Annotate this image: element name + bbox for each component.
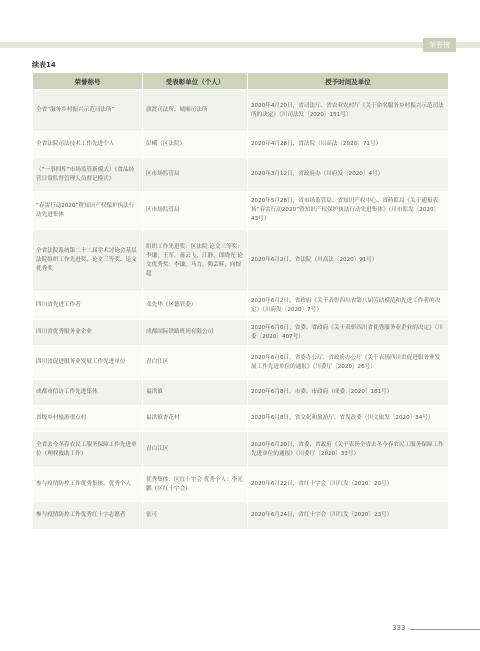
honor-cell: 四川省先进工作者 xyxy=(33,292,143,320)
section-tag: 荣誉榜 xyxy=(423,38,456,52)
grant-cell: 2020年6月8日，省文化和旅游厅、省发改委（川文旅发〔2020〕34号） xyxy=(248,406,449,432)
table-row xyxy=(33,320,449,346)
honor-cell: 全省法院司法技术工作先进个人 xyxy=(33,132,143,158)
table-row xyxy=(33,90,449,132)
column-header-unit: 受表彰单位（个人） xyxy=(143,73,248,90)
table-row xyxy=(33,432,449,468)
grant-cell: 2020年6月6日，省委、省政府《关于表彰四川省优秀服务业企业的决定》（川委〔2020〕407号） xyxy=(248,320,449,346)
page-number: 333 xyxy=(392,624,406,632)
table-row xyxy=(33,192,449,230)
unit-cell: 彭峨（区法院） xyxy=(143,132,248,158)
unit-cell: 青白江区 xyxy=(143,432,248,468)
header-band xyxy=(0,42,480,48)
grant-cell: 2020年6月8日，市委、市政府（成委〔2020〕181号） xyxy=(248,380,449,406)
table-title: 续表14 xyxy=(32,61,56,69)
grant-cell: 2020年6月22日，省红十字会（川红发〔2020〕20号） xyxy=(248,468,449,502)
unit-cell: 张可 xyxy=(143,502,248,530)
honor-cell: 全省“服务乡村振兴示范司法所” xyxy=(33,90,143,132)
unit-cell: 旗渡司法所、城厢司法所 xyxy=(143,90,248,132)
grant-cell: 2020年6月6日，省委办公厅、省政府办公厅《关于表扬四川省促进服务业发展工作先进单位的通报》（川委厅〔2020〕26号） xyxy=(248,346,449,380)
honor-cell: 全省法院系统第二十二届学术讨论会基层法院组织工作先进奖、论文三等奖、论文优秀奖 xyxy=(33,230,143,292)
unit-cell: 区市场监管局 xyxy=(143,192,248,230)
table-row xyxy=(33,132,449,158)
honor-cell: 四川省促进服务业发展工作先进单位 xyxy=(33,346,143,380)
table-header-row xyxy=(33,73,449,90)
column-header-honor: 荣誉称号 xyxy=(33,73,143,90)
page-number-rule xyxy=(410,629,480,630)
grant-cell: 2020年6月2日，省法院（川高法〔2020〕91号） xyxy=(248,230,449,292)
honor-cell: 省级乡村旅游重点村 xyxy=(33,406,143,432)
grant-cell: 2020年6月24日，省红十字会（川红发〔2020〕23号） xyxy=(248,502,449,530)
honor-cell: 参与疫情防控工作优秀集体、优秀个人 xyxy=(33,468,143,502)
honor-table xyxy=(32,72,449,530)
grant-cell: 2020年6月20日，省委、省政府《关于表扬全省去冬今春农民工服务保障工作先进单位的通报》（川委厅〔2020〕33号） xyxy=(248,432,449,468)
table-row xyxy=(33,158,449,192)
grant-cell: 2020年4月20日，省司法厅、省农业农村厅《关于命名服务乡村振兴示范司法所的决定》（川司法发〔2020〕151号） xyxy=(248,90,449,132)
unit-cell: 优秀集体：区红十字会 优秀个人：李光鹏（区红十字会） xyxy=(143,468,248,502)
grant-cell: 2020年4月28日，省法院（川高法〔2020〕71号） xyxy=(248,132,449,158)
table-row xyxy=(33,346,449,380)
unit-cell: 青白江区 xyxy=(143,346,248,380)
honor-cell: 四川省优秀服务业企业 xyxy=(33,320,143,346)
honor-cell: （“一事四库”市场监管新模式）《食品经营日常监督管理人员督记模式》 xyxy=(33,158,143,192)
honor-cell: 全省去今冬春农民工服务保障工作先进单位（理权救助工作） xyxy=(33,432,143,468)
unit-cell: 成都国际铁路班列有限公司 xyxy=(143,320,248,346)
unit-cell: 邓先华（区德管委） xyxy=(143,292,248,320)
grant-cell: 2020年5月28日，省市场监管局、省知识产权中心、省药监局《关于通报表扬“春雷行动2020”暨知识产权保护执法行动先进集体》（川市监发〔2020〕43号） xyxy=(248,192,449,230)
unit-cell: 福洪镇杏花村 xyxy=(143,406,248,432)
table-row xyxy=(33,502,449,530)
grant-cell: 2020年3月12日，省政府办（川府发〔2020〕4号） xyxy=(248,158,449,192)
column-header-grant: 授予时间及单位 xyxy=(248,73,449,90)
grant-cell: 2020年6月2日，省政府《关于表彰四川省第八届劳动模范和先进工作者的决定》（川府发〔2020〕7号） xyxy=(248,292,449,320)
unit-cell: 区市场监管局 xyxy=(143,158,248,192)
honor-cell: 参与疫情防控工作优秀红十字志愿者 xyxy=(33,502,143,530)
table-row xyxy=(33,230,449,292)
table-row xyxy=(33,468,449,502)
table-row xyxy=(33,292,449,320)
honor-cell: “春雷行动2020”暨知识产权保护执法行动先进集体 xyxy=(33,192,143,230)
unit-cell: 福洪镇 xyxy=(143,380,248,406)
table-row xyxy=(33,380,449,406)
unit-cell: 组织工作先进奖：区法院 论文三等奖：李谦，王军，蒋云飞，江静，郎晓光 论文优秀奖：李谦，马力，陶芸辉，向煜超 xyxy=(143,230,248,292)
table-row xyxy=(33,406,449,432)
honor-cell: 成都市信访工作先进集体 xyxy=(33,380,143,406)
